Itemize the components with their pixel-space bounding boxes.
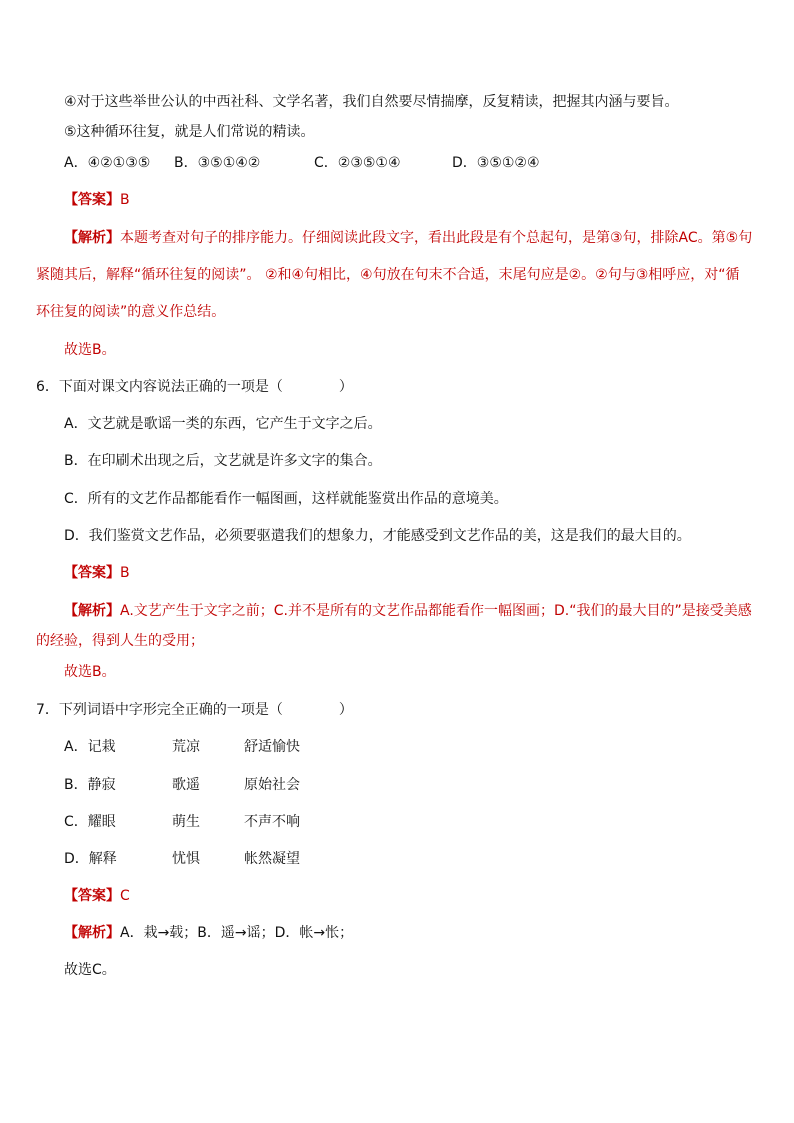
option-word-2: 歌遥 [172, 777, 200, 793]
q6-option-a: A．文艺就是歌谣一类的东西，它产生于文字之后。 [64, 416, 382, 432]
q5-option-a: A．④②①③⑤ [64, 155, 151, 171]
q5-option-c: C．②③⑤①④ [314, 155, 401, 171]
analysis-text: 本题考查对句子的排序能力。仔细阅读此段文字，看出此段是有个总起句，是第③句，排除AC。第⑤句 [120, 230, 753, 246]
answer-label: 【答案】 [64, 565, 120, 581]
option-word-2: 忧惧 [172, 851, 200, 867]
q6-option-d: D．我们鉴赏文艺作品，必须要驱遣我们的想象力，才能感受到文艺作品的美，这是我们的最大目的。 [64, 528, 691, 544]
q5-analysis-line-2: 紧随其后，解释“循环往复的阅读”。 ②和④句相比，④句放在句末不合适，末尾句应是②。②句与③相呼应，对“循 [36, 267, 740, 283]
analysis-label: 【解析】 [64, 230, 120, 246]
q7-answer [64, 886, 130, 906]
option-word-3: 舒适愉快 [244, 739, 300, 755]
analysis-label: 【解析】 [64, 603, 120, 619]
q6-stem: 6．下面对课文内容说法正确的一项是（ ） [36, 379, 353, 395]
option-letter-word: B．静寂 [64, 777, 116, 793]
answer-label: 【答案】 [64, 888, 120, 904]
q7-conclusion: 故选C。 [64, 962, 116, 978]
analysis-text: A．栽→载；B．遥→谣；D．帐→怅； [120, 925, 354, 941]
answer-value: B [120, 565, 130, 581]
analysis-text: A.文艺产生于文字之前；C.并不是所有的文艺作品都能看作一幅图画；D.“我们的最大目的”是接受美感 [120, 603, 752, 619]
q5-analysis-line-3: 环往复的阅读”的意义作总结。 [36, 304, 226, 320]
q6-analysis-line-2: 的经验，得到人生的受用； [36, 633, 204, 649]
q5-analysis-line-1 [64, 228, 752, 248]
answer-label: 【答案】 [64, 192, 120, 208]
option-letter-word: A．记栽 [64, 739, 116, 755]
q5-item-5: ⑤这种循环往复，就是人们常说的精读。 [64, 124, 315, 140]
option-word-3: 不声不响 [244, 814, 300, 830]
q7-analysis [64, 923, 353, 943]
option-letter-word: C．耀眼 [64, 814, 116, 830]
q5-option-b: B．③⑤①④② [174, 155, 261, 171]
option-letter-word: D．解释 [64, 851, 117, 867]
q5-conclusion: 故选B。 [64, 342, 116, 358]
q6-answer [64, 563, 130, 583]
q6-conclusion: 故选B。 [64, 664, 116, 680]
q5-item-4: ④对于这些举世公认的中西社科、文学名著，我们自然要尽情揣摩，反复精读，把握其内涵与要旨。 [64, 94, 679, 110]
answer-value: B [120, 192, 130, 208]
option-word-3: 帐然凝望 [244, 851, 300, 867]
option-word-2: 萌生 [172, 814, 200, 830]
q5-option-d: D．③⑤①②④ [452, 155, 540, 171]
q7-stem: 7．下列词语中字形完全正确的一项是（ ） [36, 702, 353, 718]
option-word-2: 荒凉 [172, 739, 200, 755]
q5-answer [64, 190, 130, 210]
q6-analysis-line-1 [64, 601, 752, 621]
analysis-label: 【解析】 [64, 925, 120, 941]
q6-option-b: B．在印刷术出现之后，文艺就是许多文字的集合。 [64, 453, 382, 469]
answer-value: C [120, 888, 130, 904]
option-word-3: 原始社会 [244, 777, 300, 793]
q6-option-c: C．所有的文艺作品都能看作一幅图画，这样就能鉴赏出作品的意境美。 [64, 491, 508, 507]
